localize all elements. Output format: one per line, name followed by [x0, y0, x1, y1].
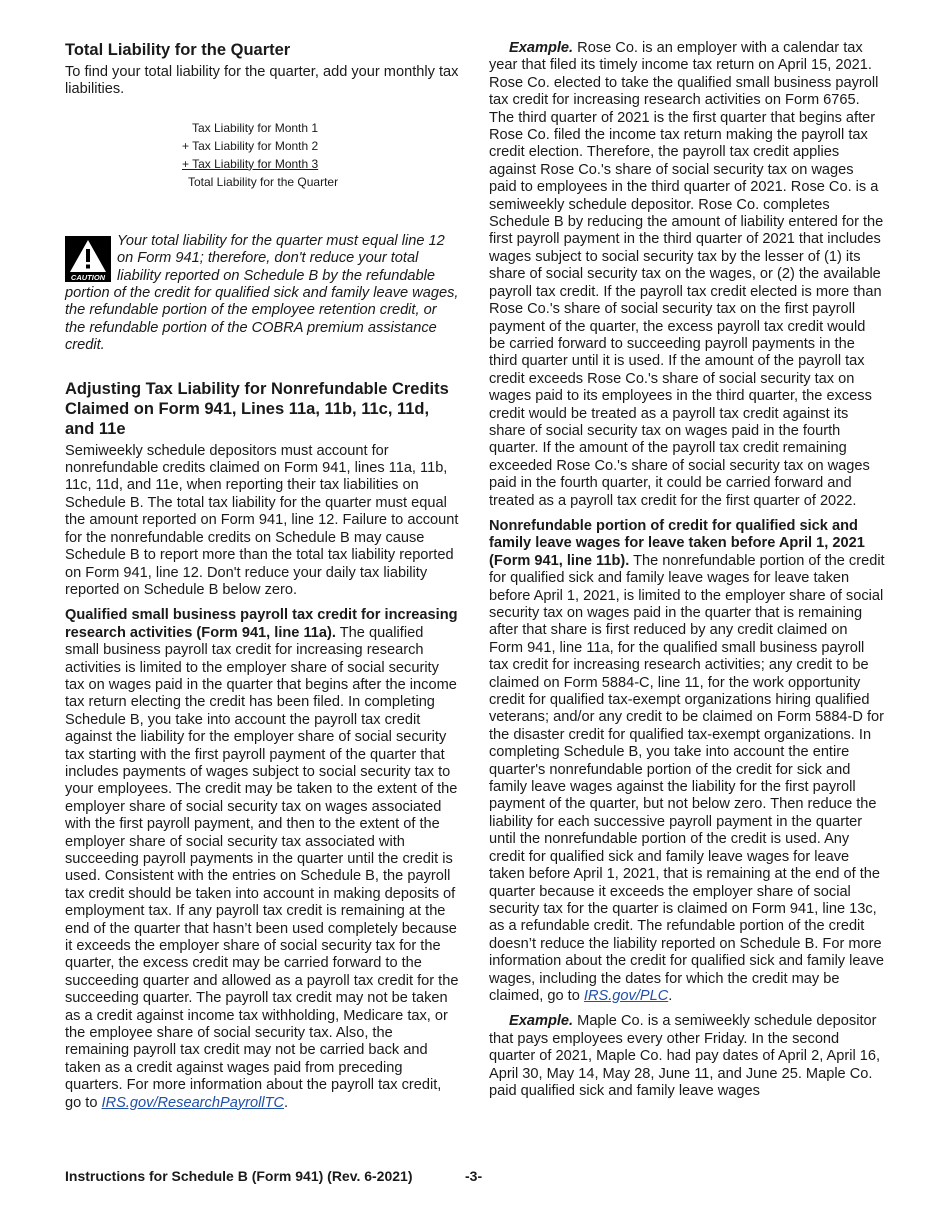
- page-number: -3-: [465, 1168, 483, 1184]
- caution-label: CAUTION: [70, 272, 106, 282]
- right-column: [489, 40, 885, 1108]
- caution-text: Your total liability for the quarter must equal line 12 on Form 941; therefore, don't reduce your total liability reported on Schedule B by the refundable portion of the credit for qualified sick and family leave wages, the refundable portion of the employee retention credit, or the refundable portion of the COBRA premium assistance credit.: [65, 232, 459, 354]
- footer-title: Instructions for Schedule B (Form 941) (Rev. 6-2021): [65, 1168, 413, 1184]
- nonrefundable-end-period: .: [668, 987, 673, 1004]
- example-maple-paragraph: [489, 1013, 885, 1100]
- calc-line-month1: Tax Liability for Month 1: [192, 120, 319, 135]
- total-liability-intro: To find your total liability for the quarter, add your monthly tax liabilities.: [65, 64, 459, 98]
- example-maple-label: Example.: [509, 1013, 574, 1030]
- calc-line-month2: + Tax Liability for Month 2: [182, 138, 319, 153]
- nonrefundable-run-in-heading: Nonrefundable portion of credit for qualified sick and family leave wages for leave taken before April 1, 2021 (Form 941, line 11b).: [489, 517, 865, 569]
- example-rose-paragraph: [489, 40, 885, 510]
- example-rose-label: Example.: [509, 40, 574, 56]
- adjusting-heading: Adjusting Tax Liability for Nonrefundable Credits Claimed on Form 941, Lines 11a, 11b, 11c, 11d, and 11e: [65, 379, 449, 438]
- nonrefundable-body: The nonrefundable portion of the credit for qualified sick and family leave wages for leave taken before April 1, 2021, is limited to the employer share of social security tax on wages paid in the quarter that is remaining after that share is first reduced by any credit claimed on Form 941, line 11a, for the qualified small business payroll tax credit for increasing research activities; any credit to be claimed on Form 5884-C, line 11, for the work opportunity credit for qualified tax-exempt organizations hiring qualified veterans; and/or any credit to be claimed on Form 5884-D for the disaster credit for qualified tax-exempt organizations. In completing Schedule B, you take into account the entire quarter's nonrefundable portion of the credit for sick and family leave wages against the liability for the first payroll payment of the quarter, but not below zero. Then reduce the liability for each successive payroll payment in the quarter until the nonrefundable portion of the credit is used. Any credit for qualified sick and family leave wages for leave taken before April 1, 2021, that is remaining at the end of the quarter because it exceeds the employer share of social security tax for the quarter is claimed on Form 941, line 13c, as a refundable credit. The refundable portion of the credit doesn’t reduce the liability reported on Schedule B. For more information about the credit for qualified sick and family leave wages, including the dates for which the credit may be claimed, go to: [489, 552, 885, 1004]
- qsb-run-in-heading: Qualified small business payroll tax credit for increasing research activities (Form 941, line 11a).: [65, 607, 458, 641]
- qsb-end-period: .: [284, 1094, 289, 1111]
- research-payroll-link[interactable]: IRS.gov/ResearchPayrollTC: [101, 1094, 285, 1111]
- qsb-body: The qualified small business payroll tax credit for increasing research activities is limited to the employer share of social security tax on wages paid in the quarter that begins after the income tax return electing the credit has been filed. In completing Schedule B, you take into account the payroll tax credit against the liability for the employer share of social security tax starting with the first payroll payment of the quarter that includes payments of wages subject to social security tax to your employees. The credit may be taken to the extent of the employer share of social security tax on wages associated with the first payroll payment, and then to the extent of the employer share of social security tax associated with succeeding payroll payments in the quarter until the credit is used. Consistent with the entries on Schedule B, the payroll tax credit should be taken into account in making deposits of employment tax. If any payroll tax credit is remaining at the end of the quarter that hasn’t been used completely because it exceeds the employer share of social security tax for the quarter, the excess credit may be carried forward to the succeeding quarter and allowed as a payroll tax credit for the succeeding quarter. The payroll tax credit may not be taken as a credit against income tax withholding, Medicare tax, or the employee share of social security tax. Also, the remaining payroll tax credit may not be carried back and taken as a credit against wages paid from preceding quarters. For more information about the payroll tax credit, go to: [65, 624, 459, 1111]
- caution-icon: [65, 236, 111, 282]
- calc-line-total: Total Liability for the Quarter: [188, 174, 339, 189]
- calc-line-month3: + Tax Liability for Month 3: [182, 156, 319, 171]
- total-liability-heading: Total Liability for the Quarter: [65, 41, 291, 59]
- adjusting-body: Semiweekly schedule depositors must account for nonrefundable credits claimed on Form 941, lines 11a, 11b, 11c, 11d, and 11e, when reporting their tax liabilities on Schedule B. The total tax liability for the quarter must equal the amount reported on Form 941, line 12. Failure to account for the nonrefundable credits on Schedule B may cause Schedule B to report more than the total tax liability reported on Form 941, line 12. Don't reduce your daily tax liability reported on Schedule B below zero.: [65, 442, 459, 598]
- example-rose-body: Rose Co. is an employer with a calendar tax year that filed its timely income tax return on April 15, 2021. Rose Co. elected to take the qualified small business payroll tax credit for increasing research activities on Form 6765. The third quarter of 2021 is the first quarter that begins after Rose Co. filed the income tax return making the payroll tax credit election. Therefore, the payroll tax credit applies against Rose Co.'s share of social security tax on wages paid to employees in the third quarter of 2021. Rose Co. is a semiweekly schedule depositor. Rose Co. completes Schedule B by reducing the amount of liability entered for the first payroll payment in the third quarter of 2021 that includes wages subject to social security tax by the lesser of (1) its share of social security tax on the wages, or (2) the available payroll tax credit. If the payroll tax credit elected is more than Rose Co.'s share of social security tax on the first payroll payment of the quarter, the excess payroll tax credit would be carried forward to succeeding payroll payments in the third quarter until it is used. If the amount of the payroll tax credit exceeds Rose Co.'s share of social security tax on wages paid to its employees in the third quarter, the excess credit would be treated as a payroll tax credit against its share of social security tax on wages paid in the fourth quarter. If the amount of the payroll tax credit remaining exceeded Rose Co.'s share of social security tax on wages paid in the fourth quarter, it could be carried forward and treated as a payroll tax credit for the first quarter of 2022.: [489, 40, 884, 509]
- nonrefundable-paragraph: [489, 518, 885, 1005]
- example-maple-body: Maple Co. is a semiweekly schedule depositor that pays employees every other Friday. In the second quarter of 2021, Maple Co. had pay dates of April 2, April 16, April 30, May 14, May 28, June 11, and June 25. Maple Co. paid qualified sick and family leave wages: [489, 1013, 881, 1099]
- qsb-paragraph: [65, 607, 460, 1112]
- caution-box: [65, 233, 460, 355]
- liability-calculation: [182, 119, 460, 191]
- plc-link[interactable]: IRS.gov/PLC: [583, 987, 669, 1004]
- left-column: [65, 40, 460, 1120]
